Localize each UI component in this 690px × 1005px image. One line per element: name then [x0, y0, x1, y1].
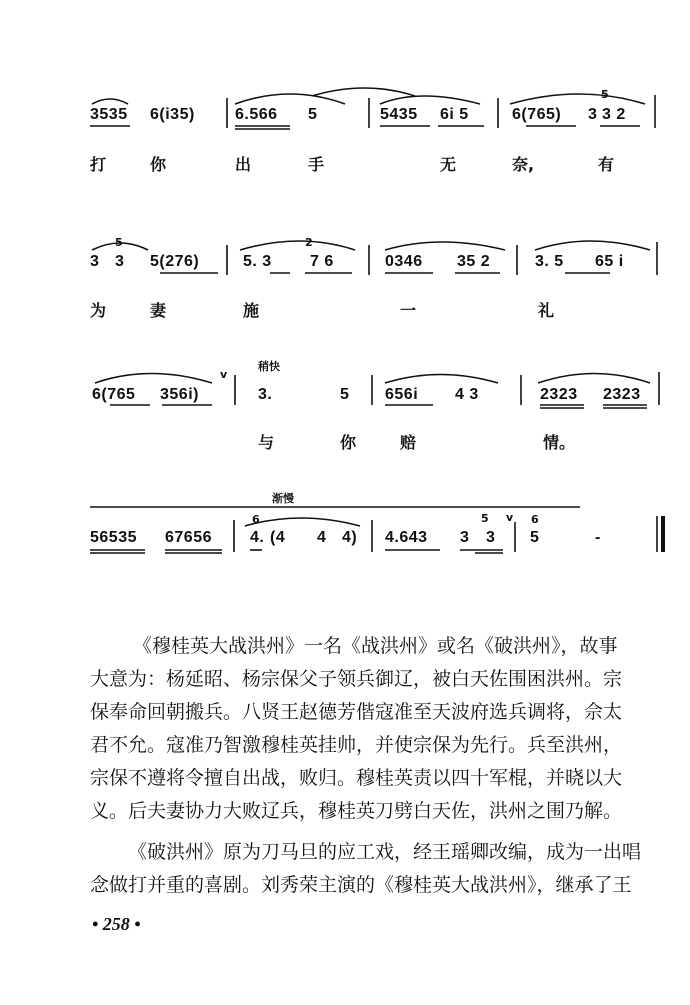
- lyric: 赔: [400, 433, 417, 452]
- lyric: 情。: [543, 433, 576, 452]
- note-group: 6(i35): [150, 106, 195, 123]
- breath-mark: v: [506, 511, 514, 524]
- lyric: 有: [598, 155, 615, 174]
- lyric: 为: [90, 301, 107, 320]
- slur: [510, 94, 645, 104]
- note-group: 4.643: [385, 529, 428, 546]
- slur: [95, 374, 212, 384]
- lyric: 奈,: [512, 155, 535, 174]
- note-group: 4.: [250, 529, 265, 546]
- paragraph-line: 义。后夫妻协力大败辽兵，穆桂英刀劈白天佐，洪州之围乃解。: [90, 800, 623, 822]
- grace-note: 5: [601, 88, 609, 101]
- note-group: 6(765: [92, 386, 136, 403]
- note-group: 6(765): [512, 106, 562, 123]
- slur: [385, 242, 505, 250]
- note-group: 6i 5: [440, 106, 469, 123]
- note-group: 4): [342, 529, 358, 546]
- note-group: 5. 3: [243, 253, 272, 270]
- note-group: 35 2: [457, 253, 491, 270]
- paragraph-line: 君不允。寇准乃智激穆桂英挂帅，并使宗保为先行。兵至洪州，: [90, 734, 623, 756]
- slur: [312, 88, 415, 96]
- slur: [92, 99, 128, 104]
- note-group: 3: [460, 529, 470, 546]
- tempo-marking: 渐慢: [272, 492, 294, 505]
- slur: [240, 241, 355, 250]
- lyric: 礼: [538, 301, 555, 320]
- slur: [235, 94, 345, 104]
- lyric: 你: [150, 155, 167, 174]
- note-group: 6.566: [235, 106, 278, 123]
- slur: [535, 241, 650, 250]
- note-group: 3: [115, 253, 125, 270]
- note-group: 3. 5: [535, 253, 564, 270]
- note-group: 5: [308, 106, 318, 123]
- slur: [538, 374, 650, 384]
- tempo-marking: 稍快: [258, 360, 280, 373]
- note-group: 2323: [603, 386, 641, 403]
- lyric: 无: [440, 155, 457, 174]
- note-group: 56535: [90, 529, 137, 546]
- note-group: 3.: [258, 386, 273, 403]
- paragraph-line: 念做打并重的喜剧。刘秀荣主演的《穆桂英大战洪州》，继承了王: [90, 874, 632, 896]
- slur: [385, 375, 498, 384]
- lyric: 施: [243, 301, 260, 320]
- note-group: 3 2: [602, 106, 626, 123]
- note-group: 3: [90, 253, 100, 270]
- grace-note: 6: [252, 513, 260, 526]
- paragraph-line: 《穆桂英大战洪州》一名《战洪州》或名《破洪州》，故事: [133, 635, 618, 657]
- note-group: 3: [486, 529, 496, 546]
- lyric: 打: [90, 155, 107, 174]
- grace-note: 6: [531, 513, 539, 526]
- note-group: 4: [317, 529, 327, 546]
- note-group: 5: [340, 386, 350, 403]
- breath-mark: v: [220, 368, 228, 381]
- lyric: 与: [258, 433, 275, 452]
- page-number: • 258 •: [92, 914, 141, 934]
- paragraph-line: 《破洪州》原为刀马旦的应工戏，经王瑶卿改编，成为一出唱: [128, 841, 642, 863]
- note-group: 65 i: [595, 253, 624, 270]
- slur: [245, 518, 360, 526]
- lyric: 手: [308, 155, 325, 174]
- slur: [380, 96, 480, 104]
- lyric: 一: [400, 301, 417, 320]
- note-group: 3535: [90, 106, 128, 123]
- lyric: 你: [340, 433, 357, 452]
- paragraph-line: 保奉命回朝搬兵。八贤王赵德芳偕寇准至天波府选兵调将，佘太: [90, 701, 623, 723]
- note-group: 4 3: [455, 386, 479, 403]
- paragraph-line: 宗保不遵将令擅自出战，败归。穆桂英责以四十军棍，并晓以大: [90, 767, 623, 789]
- note-group: 356i): [160, 386, 199, 403]
- note-group: 5: [530, 529, 540, 546]
- paragraph-line: 大意为：杨延昭、杨宗保父子领兵御辽，被白天佐围困洪州。宗: [90, 668, 623, 690]
- grace-note: 2: [305, 236, 313, 249]
- note-group: 3: [588, 106, 598, 123]
- note-group: 7 6: [310, 253, 334, 270]
- note-group: 2323: [540, 386, 578, 403]
- grace-note: 5: [481, 512, 489, 525]
- note-group: 5(276): [150, 253, 200, 270]
- lyric: 出: [235, 155, 252, 174]
- lyric: 妻: [150, 301, 167, 320]
- grace-note: 5: [115, 236, 123, 249]
- note-group: 67656: [165, 529, 212, 546]
- note-group: 0346: [385, 253, 423, 270]
- note-group: (4: [270, 529, 286, 546]
- note-group: 656i: [385, 386, 419, 403]
- note-group: 5435: [380, 106, 418, 123]
- note-group: -: [595, 529, 601, 546]
